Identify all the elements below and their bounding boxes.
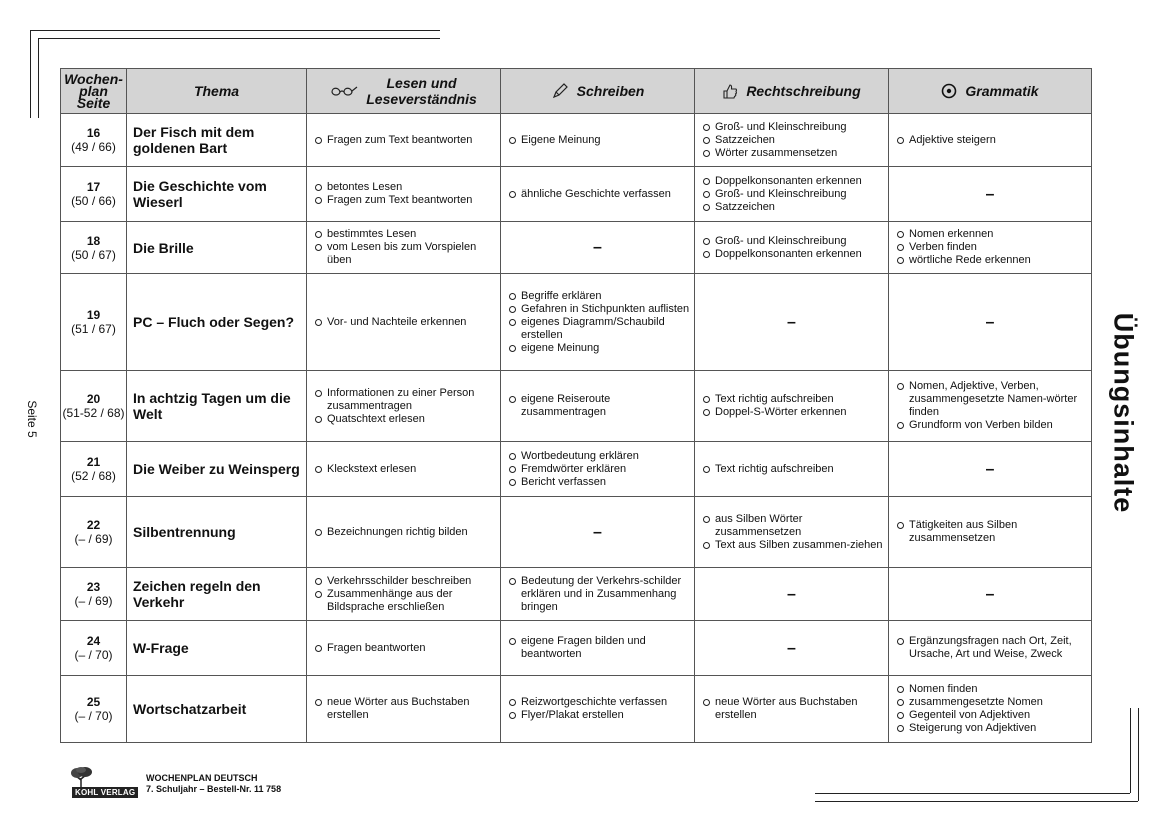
grammar-cell [889,621,1092,676]
grammar-cell [889,497,1092,568]
item-list [315,463,496,476]
table-row [61,114,1092,167]
spelling-cell [695,442,889,497]
table-row [61,676,1092,743]
list-item: Adjektive steigern [897,134,1087,147]
item-list [703,121,884,160]
header-grammar: Grammatik [889,69,1092,114]
spelling-cell: – [695,568,889,621]
reading-cell [307,621,501,676]
item-list [897,228,1087,267]
writing-cell [501,371,695,442]
week-page-cell [61,274,127,371]
header-spelling: Rechtschreibung [695,69,889,114]
list-item: Quatschtext erlesen [315,413,496,426]
list-item: Begriffe erklären [509,290,690,303]
grammar-cell: – [889,274,1092,371]
list-item: Vor- und Nachteile erkennen [315,316,496,329]
list-item: Kleckstext erlesen [315,463,496,476]
writing-cell: – [501,222,695,274]
grammar-cell: – [889,442,1092,497]
list-item: Reizwortgeschichte verfassen [509,696,690,709]
writing-cell [501,676,695,743]
spelling-cell: – [695,274,889,371]
item-list [897,380,1087,432]
list-item: Zusammenhänge aus der Bildsprache erschließen [315,588,496,614]
list-item: Gegenteil von Adjektiven [897,709,1087,722]
list-item: Ergänzungsfragen nach Ort, Zeit, Ursache, Art und Weise, Zweck [897,635,1087,661]
week-page-cell [61,568,127,621]
item-list [897,635,1087,661]
item-list [703,175,884,214]
week-page-cell [61,621,127,676]
item-list [315,134,496,147]
week-page-cell [61,497,127,568]
list-item: zusammengesetzte Nomen [897,696,1087,709]
page-range: (51 / 67) [71,322,116,336]
list-item: Flyer/Plakat erstellen [509,709,690,722]
item-list [315,696,496,722]
page-range: (50 / 67) [71,247,116,262]
list-item: Fragen zum Text beantworten [315,134,496,147]
item-list [703,393,884,419]
reading-cell [307,497,501,568]
grammar-cell [889,114,1092,167]
footer-text [146,773,281,795]
table-row [61,497,1092,568]
item-list [315,228,496,267]
overview-table [60,68,1092,743]
week-number: 18 [86,233,101,248]
table-row [61,371,1092,442]
header-topic: Thema [127,69,307,114]
item-list [703,463,884,476]
topic-cell: Wortschatzarbeit [127,676,307,743]
list-item: Fremdwörter erklären [509,463,690,476]
table-row [61,222,1092,274]
topic-cell: Die Geschichte vom Wieserl [127,167,307,222]
list-item: Verkehrsschilder beschreiben [315,575,496,588]
list-item: Fragen zum Text beantworten [315,194,496,207]
grammar-cell: – [889,568,1092,621]
list-item: Groß- und Kleinschreibung [703,121,884,134]
list-item: Text richtig aufschreiben [703,393,884,406]
list-item: Bericht verfassen [509,476,690,489]
item-list [315,181,496,207]
page-range: (– / 70) [74,709,113,723]
publisher-name: KOHL VERLAG [72,787,138,798]
spelling-cell: – [695,621,889,676]
item-list [897,134,1087,147]
page-range: (51-52 / 68) [62,406,125,420]
footer-line-1: WOCHENPLAN DEUTSCH [146,773,258,783]
table-row [61,167,1092,222]
list-item: bestimmtes Lesen [315,228,496,241]
reading-cell [307,167,501,222]
writing-cell [501,274,695,371]
week-page-cell [61,442,127,497]
topic-cell: Der Fisch mit dem goldenen Bart [127,114,307,167]
item-list [703,235,884,261]
week-number: 19 [86,308,101,322]
list-item: eigene Meinung [509,342,690,355]
list-item: Eigene Meinung [509,134,690,147]
frame-line [30,30,31,118]
footer [64,766,281,802]
writing-cell [501,442,695,497]
week-number: 20 [86,392,101,406]
item-list [509,450,690,489]
item-list [509,696,690,722]
frame-line [815,801,1138,802]
frame-line [1130,708,1131,793]
page-range: (50 / 66) [71,194,116,208]
reading-cell [307,114,501,167]
page-range: (49 / 66) [71,140,116,154]
item-list [897,683,1087,735]
reading-cell [307,676,501,743]
list-item: neue Wörter aus Buchstaben erstellen [315,696,496,722]
topic-cell: In achtzig Tagen um die Welt [127,371,307,442]
list-item: Wortbedeutung erklären [509,450,690,463]
list-item: Grundform von Verben bilden [897,419,1087,432]
week-number: 25 [86,695,101,709]
table-row [61,568,1092,621]
week-page-cell [61,114,127,167]
grammar-cell: – [889,167,1092,222]
side-title: Übungsinhalte [1108,312,1139,514]
list-item: Bezeichnungen richtig bilden [315,526,496,539]
list-item: Nomen, Adjektive, Verben, zusammengesetzte Namen-wörter finden [897,380,1087,419]
list-item: Verben finden [897,241,1087,254]
reading-cell [307,442,501,497]
list-item: neue Wörter aus Buchstaben erstellen [703,696,884,722]
item-list [703,696,884,722]
item-list [509,393,690,419]
week-number: 23 [86,580,101,594]
reading-cell [307,274,501,371]
page-range: (– / 70) [74,648,113,662]
page-range: (52 / 68) [71,469,116,483]
item-list [315,575,496,614]
frame-line [38,38,440,39]
list-item: aus Silben Wörter zusammensetzen [703,513,884,539]
list-item: Groß- und Kleinschreibung [703,188,884,201]
page-range: (– / 69) [74,594,113,608]
list-item: Groß- und Kleinschreibung [703,235,884,248]
list-item: Steigerung von Adjektiven [897,722,1087,735]
frame-line [30,30,440,31]
list-item: Text richtig aufschreiben [703,463,884,476]
week-page-cell [61,167,127,222]
list-item: Fragen beantworten [315,642,496,655]
writing-cell [501,167,695,222]
spelling-cell [695,114,889,167]
week-page-cell [61,371,127,442]
list-item: Satzzeichen [703,201,884,214]
list-item: Doppelkonsonanten erkennen [703,175,884,188]
grammar-cell [889,371,1092,442]
item-list [897,519,1087,545]
item-list [509,134,690,147]
week-page-cell [61,222,127,274]
list-item: Satzzeichen [703,134,884,147]
list-item: Tätigkeiten aus Silben zusammensetzen [897,519,1087,545]
week-number: 24 [86,634,101,648]
topic-cell: Die Weiber zu Weinsperg [127,442,307,497]
list-item: vom Lesen bis zum Vorspielen üben [315,241,496,267]
item-list [315,642,496,655]
list-item: Wörter zusammensetzen [703,147,884,160]
thumbs-up-icon [722,83,738,99]
tree-icon [68,767,94,787]
writing-cell [501,568,695,621]
frame-line [38,38,39,118]
spelling-cell [695,167,889,222]
list-item: Text aus Silben zusammen-ziehen [703,539,884,552]
list-item: Nomen finden [897,683,1087,696]
topic-cell: Silbentrennung [127,497,307,568]
page-range: (– / 69) [74,532,113,546]
grammar-cell [889,222,1092,274]
item-list [509,188,690,201]
table-row [61,274,1092,371]
header-week-page: Wochen- plan Seite [61,69,127,114]
spelling-cell [695,371,889,442]
week-number: 16 [86,126,101,140]
table-header-row [61,69,1092,114]
spelling-cell [695,676,889,743]
table-row [61,621,1092,676]
topic-cell: Zeichen regeln den Verkehr [127,568,307,621]
item-list [703,513,884,552]
writing-cell: – [501,497,695,568]
list-item: wörtliche Rede erkennen [897,254,1087,267]
reading-cell [307,371,501,442]
week-number: 22 [86,518,101,532]
table-row [61,442,1092,497]
reading-cell [307,222,501,274]
list-item: Doppel-S-Wörter erkennen [703,406,884,419]
glasses-icon [330,84,358,98]
list-item: eigene Fragen bilden und beantworten [509,635,690,661]
topic-cell: Die Brille [127,222,307,274]
item-list [315,387,496,426]
pen-icon [551,82,569,100]
item-list [315,526,496,539]
list-item: Doppelkonsonanten erkennen [703,248,884,261]
writing-cell [501,114,695,167]
item-list [315,316,496,329]
item-list [509,635,690,661]
item-list [509,575,690,614]
header-reading: Lesen und Leseverständnis [307,69,501,114]
list-item: Informationen zu einer Person zusammentragen [315,387,496,413]
page-number: Seite 5 [25,400,39,438]
grammar-cell [889,676,1092,743]
topic-cell: PC – Fluch oder Segen? [127,274,307,371]
publisher-logo [64,767,140,801]
list-item: Nomen erkennen [897,228,1087,241]
week-page-cell [61,676,127,743]
reading-cell [307,568,501,621]
list-item: ähnliche Geschichte verfassen [509,188,690,201]
spelling-cell [695,222,889,274]
header-writing: Schreiben [501,69,695,114]
topic-cell: W-Frage [127,621,307,676]
writing-cell [501,621,695,676]
list-item: betontes Lesen [315,181,496,194]
list-item: eigenes Diagramm/Schaubild erstellen [509,316,690,342]
footer-line-2: 7. Schuljahr – Bestell-Nr. 11 758 [146,784,282,794]
list-item: Gefahren in Stichpunkten auflisten [509,303,690,316]
week-number: 21 [86,455,101,469]
frame-line [815,793,1130,794]
list-item: eigene Reiseroute zusammentragen [509,393,690,419]
frame-line [1138,708,1139,801]
dot-circle-icon [941,83,957,99]
list-item: Bedeutung der Verkehrs-schilder erklären und in Zusammenhang bringen [509,575,690,614]
week-number: 17 [86,180,101,194]
item-list [509,290,690,355]
spelling-cell [695,497,889,568]
